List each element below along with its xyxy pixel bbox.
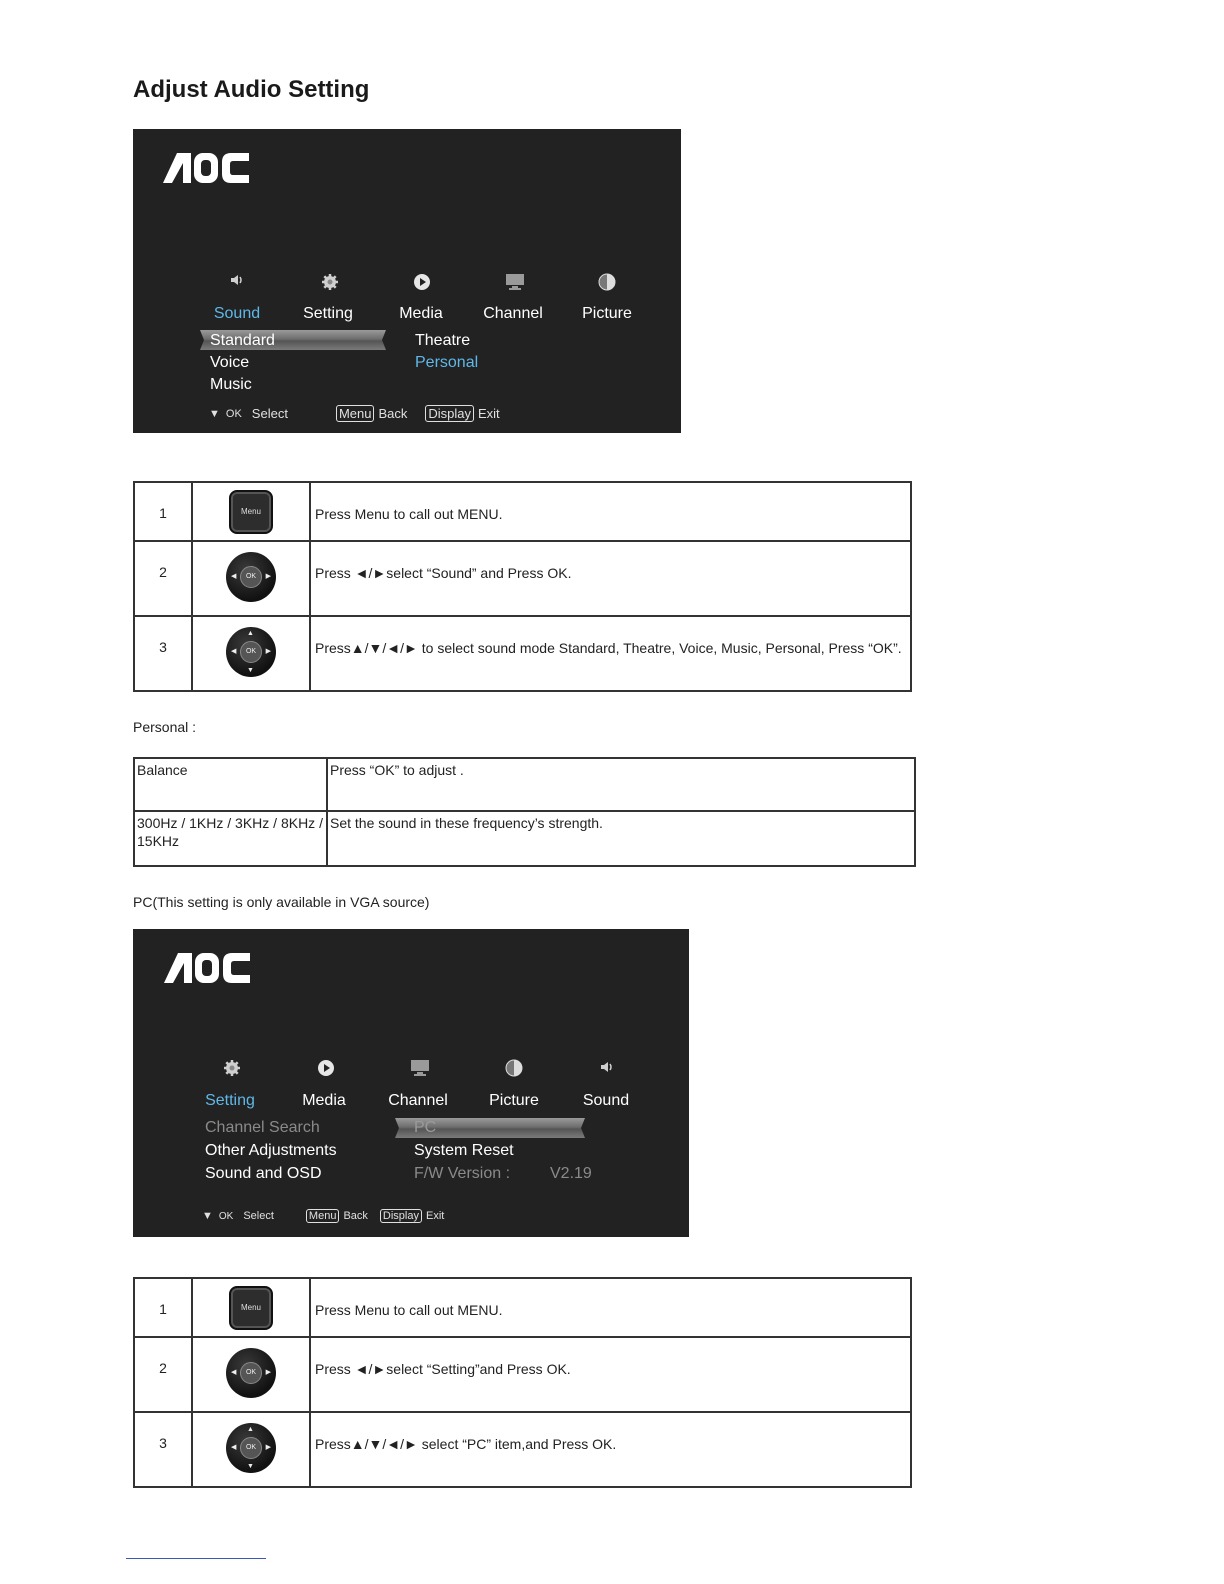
tab-channel[interactable]: Channel <box>483 305 543 322</box>
osd-footer <box>202 1209 444 1223</box>
down-arrow-icon: ▼ <box>209 407 220 420</box>
footer-select: Select <box>243 1210 274 1222</box>
footer-ok: OK <box>225 407 242 420</box>
option-desc: Set the sound in these frequency’s strength. <box>327 811 915 866</box>
footer-back: Back <box>378 406 408 421</box>
menu-item-system-reset[interactable]: System Reset <box>414 1142 514 1159</box>
tab-setting[interactable]: Setting <box>303 305 353 322</box>
menu-item-voice[interactable]: Voice <box>210 354 250 371</box>
footer-back: Back <box>343 1210 368 1222</box>
speaker-icon <box>189 273 285 291</box>
footer-rule <box>126 1558 266 1559</box>
steps-table-setting <box>133 1277 912 1488</box>
osd-footer <box>209 405 500 422</box>
menu-item-personal[interactable]: Personal <box>415 354 479 371</box>
aoc-logo <box>161 151 253 185</box>
osd-screenshot-setting <box>133 929 689 1237</box>
footer-menu-key: Menu <box>306 1209 340 1223</box>
ok-4way-pad-icon: ▲ ▼ ◀ ▶ OK <box>226 627 276 677</box>
step-text: Press ◄/►select “Sound” and Press OK. <box>310 541 911 616</box>
table-row <box>134 758 915 811</box>
menu-item-channel-search[interactable]: Channel Search <box>205 1119 320 1136</box>
ok-lr-pad-icon: ◀ ▶ OK <box>226 1348 276 1398</box>
footer-ok: OK <box>218 1210 234 1222</box>
ok-4way-pad-icon: ▲ ▼ ◀ ▶ OK <box>226 1423 276 1473</box>
tab-picture[interactable]: Picture <box>489 1092 539 1109</box>
gear-icon <box>282 273 378 295</box>
contrast-icon <box>559 273 655 295</box>
menu-item-theatre[interactable]: Theatre <box>415 332 471 349</box>
footer-menu-key: Menu <box>336 405 375 422</box>
table-row <box>134 616 911 691</box>
down-arrow-icon: ▼ <box>202 1210 213 1222</box>
tab-media[interactable]: Media <box>399 305 443 322</box>
play-icon <box>278 1059 374 1081</box>
table-row <box>134 1412 911 1487</box>
step-text: Press ◄/►select “Setting”and Press OK. <box>310 1337 911 1412</box>
footer-exit: Exit <box>478 406 500 421</box>
menu-item-other-adjustments[interactable]: Other Adjustments <box>205 1142 337 1159</box>
pc-label: PC(This setting is only available in VGA source) <box>133 894 430 910</box>
table-row <box>134 541 911 616</box>
menu-item-sound-and-osd[interactable]: Sound and OSD <box>205 1165 322 1182</box>
tab-sound[interactable]: Sound <box>213 305 261 322</box>
contrast-icon <box>466 1059 562 1081</box>
footer-exit: Exit <box>426 1210 445 1222</box>
step-text: Press▲/▼/◄/► to select sound mode Standard, Theatre, Voice, Music, Personal, Press “OK”. <box>310 616 911 691</box>
tab-setting[interactable]: Setting <box>205 1092 255 1109</box>
menu-item-music[interactable]: Music <box>210 376 252 393</box>
option-name: 300Hz / 1KHz / 3KHz / 8KHz / 15KHz <box>134 811 327 866</box>
step-number: 3 <box>134 1412 192 1487</box>
footer-display-key: Display <box>380 1209 422 1223</box>
gear-icon <box>184 1059 280 1081</box>
footer-select: Select <box>251 406 288 421</box>
table-row <box>134 1278 911 1337</box>
step-number: 1 <box>134 1278 192 1337</box>
menu-button-icon: Menu <box>229 1286 273 1330</box>
ok-lr-pad-icon: ◀ ▶ OK <box>226 552 276 602</box>
tab-media[interactable]: Media <box>302 1092 346 1109</box>
footer-display-key: Display <box>425 405 474 422</box>
table-row <box>134 811 915 866</box>
menu-item-standard[interactable]: Standard <box>210 332 275 349</box>
step-text: Press▲/▼/◄/► select “PC” item,and Press OK. <box>310 1412 911 1487</box>
tab-picture[interactable]: Picture <box>582 305 632 322</box>
monitor-icon <box>372 1059 468 1081</box>
speaker-icon <box>559 1060 655 1078</box>
personal-options-table <box>133 757 916 867</box>
tab-channel[interactable]: Channel <box>388 1092 448 1109</box>
menu-item-pc[interactable]: PC <box>414 1119 437 1136</box>
step-text: Press Menu to call out MENU. <box>310 1278 911 1337</box>
menu-button-icon: Menu <box>229 490 273 534</box>
table-row <box>134 482 911 541</box>
osd-screenshot-sound <box>133 129 681 433</box>
step-number: 1 <box>134 482 192 541</box>
menu-item-fw-version: F/W Version : <box>414 1165 511 1182</box>
play-icon <box>374 273 470 295</box>
step-number: 2 <box>134 1337 192 1412</box>
fw-version-value: V2.19 <box>550 1165 592 1182</box>
table-row <box>134 1337 911 1412</box>
option-desc: Press “OK” to adjust . <box>327 758 915 811</box>
step-number: 2 <box>134 541 192 616</box>
tab-sound[interactable]: Sound <box>582 1092 630 1109</box>
step-number: 3 <box>134 616 192 691</box>
step-text: Press Menu to call out MENU. <box>310 482 911 541</box>
aoc-logo <box>162 951 254 985</box>
personal-label: Personal : <box>133 719 197 735</box>
monitor-icon <box>467 273 563 295</box>
steps-table-sound <box>133 481 912 692</box>
page-title: Adjust Audio Setting <box>133 76 370 103</box>
option-name: Balance <box>134 758 327 811</box>
